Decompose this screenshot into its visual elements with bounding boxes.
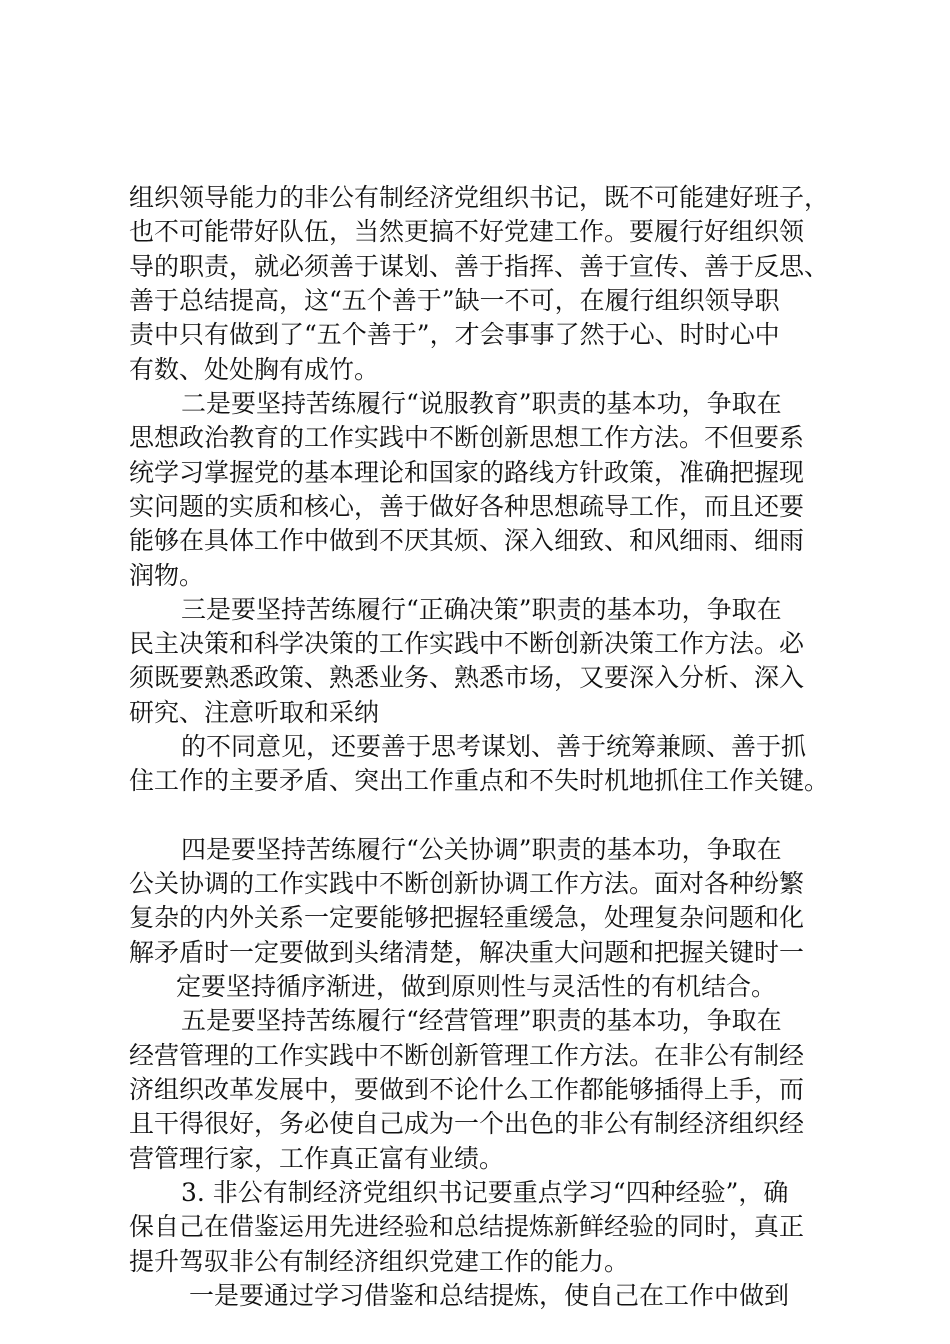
- text-line: 经营管理的工作实践中不断创新管理工作方法。在非公有制经: [129, 1041, 805, 1070]
- text-line: 公关协调的工作实践中不断创新协调工作方法。面对各种纷繁: [129, 869, 805, 898]
- text-line: 实问题的实质和核心，善于做好各种思想疏导工作，而且还要: [129, 492, 805, 521]
- paragraph-start-line: 三是要坚持苦练履行“正确决策”职责的基本功，争取在: [181, 595, 782, 624]
- text-line: 营管理行家，工作真正富有业绩。: [129, 1144, 505, 1173]
- paragraph-start-line: 五是要坚持苦练履行“经营管理”职责的基本功，争取在: [181, 1006, 782, 1035]
- paragraph-start-line: 的不同意见，还要善于思考谋划、善于统筹兼顾、善于抓: [181, 732, 807, 761]
- text-line: 解矛盾时一定要做到头绪清楚，解决重大问题和把握关键时一: [129, 938, 805, 967]
- text-line: 提升驾驭非公有制经济组织党建工作的能力。: [129, 1247, 630, 1276]
- text-line: 有数、处处胸有成竹。: [129, 355, 380, 384]
- text-line: 民主决策和科学决策的工作实践中不断创新决策工作方法。必: [129, 629, 805, 658]
- text-line: 善于总结提高，这“五个善于”缺一不可，在履行组织领导职: [129, 286, 780, 315]
- text-line: 住工作的主要矛盾、突出工作重点和不失时机地抓住工作关键。: [129, 766, 830, 795]
- text-line: 润物。: [129, 561, 205, 590]
- text-line: 保自己在借鉴运用先进经验和总结提炼新鲜经验的同时，真正: [129, 1212, 805, 1241]
- text-line: 责中只有做到了“五个善于”，才会事事了然于心、时时心中: [129, 320, 780, 349]
- text-line: 须既要熟悉政策、熟悉业务、熟悉市场，又要深入分析、深入: [129, 663, 805, 692]
- text-line: 统学习掌握党的基本理论和国家的路线方针政策，准确把握现: [129, 458, 805, 487]
- text-line: 也不可能带好队伍，当然更搞不好党建工作。要履行好组织领: [129, 217, 805, 246]
- text-line: 定要坚持循序渐进，做到原则性与灵活性的有机结合。: [176, 972, 777, 1001]
- paragraph-start-line: 二是要坚持苦练履行“说服教育”职责的基本功，争取在: [181, 389, 782, 418]
- text-line: 复杂的内外关系一定要能够把握轻重缓急，处理复杂问题和化: [129, 903, 805, 932]
- text-line: 且干得很好，务必使自己成为一个出色的非公有制经济组织经: [129, 1109, 805, 1138]
- text-line: 导的职责，就必须善于谋划、善于指挥、善于宣传、善于反思、: [129, 252, 830, 281]
- text-line: 研究、注意听取和采纳: [129, 698, 380, 727]
- paragraph-start-line: 一是要通过学习借鉴和总结提炼，使自己在工作中做到: [189, 1281, 790, 1310]
- text-line: 能够在具体工作中做到不厌其烦、深入细致、和风细雨、细雨: [129, 526, 805, 555]
- text-line: 济组织改革发展中，要做到不论什么工作都能够插得上手，而: [129, 1075, 805, 1104]
- paragraph-start-line: 3. 非公有制经济党组织书记要重点学习“四种经验”，确: [181, 1178, 789, 1207]
- text-line: 思想政治教育的工作实践中不断创新思想工作方法。不但要系: [129, 423, 805, 452]
- paragraph-start-line: 四是要坚持苦练履行“公关协调”职责的基本功，争取在: [181, 835, 782, 864]
- text-line: 组织领导能力的非公有制经济党组织书记，既不可能建好班子，: [129, 183, 830, 212]
